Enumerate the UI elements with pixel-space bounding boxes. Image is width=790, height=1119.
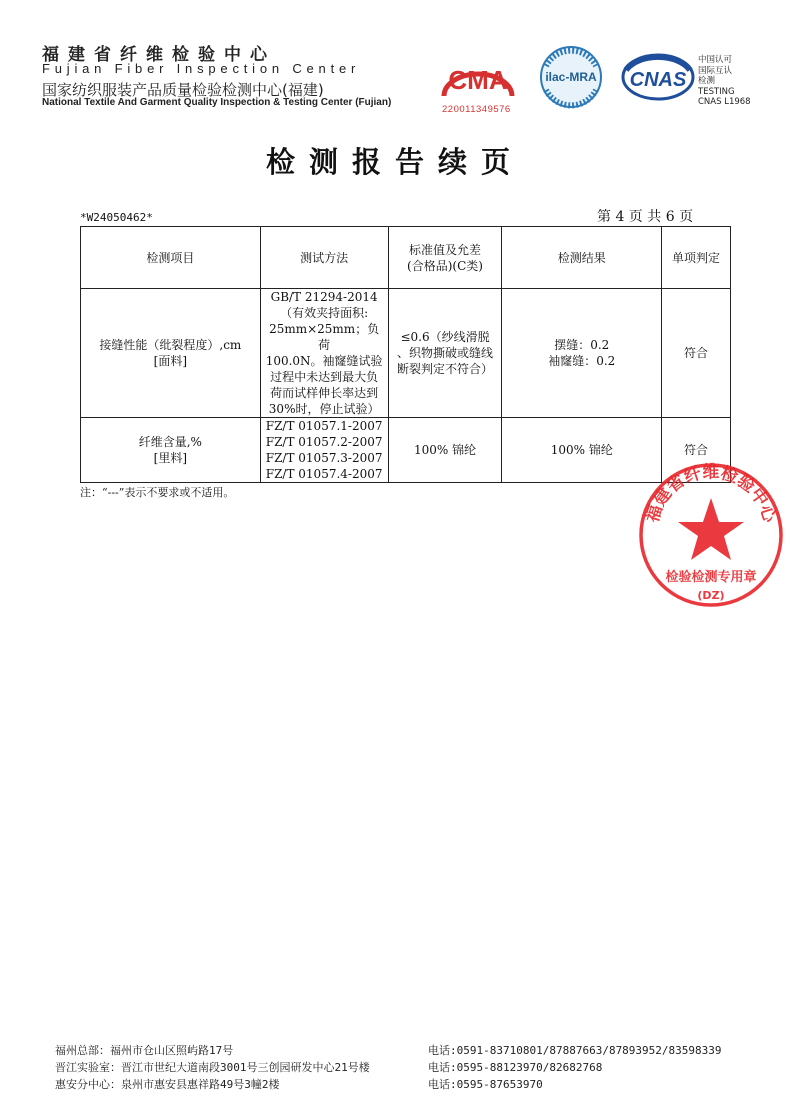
center-name-en: National Textile And Garment Quality Inspection & Testing Center (Fujian) [42, 97, 392, 108]
results-table [80, 226, 731, 483]
cell-standard: 100% 锦纶 [388, 418, 502, 483]
cnas-line: 中国认可 [698, 55, 733, 65]
cma-logo-text: CMA [448, 65, 508, 95]
cell-result: 100% 锦纶 [502, 418, 662, 483]
cell-standard: ≤0.6（纱线滑脱 、织物撕破或缝线 断裂判定不符合） [388, 289, 502, 418]
cell-verdict: 符合 [662, 418, 731, 483]
seal-center-text: 检验检测专用章 [665, 570, 757, 585]
page-indicator: 第 4 页 共 6 页 [597, 209, 694, 225]
center-name-cn: 国家纺织服装产品质量检验检测中心(福建) [42, 81, 324, 99]
report-number: *W24050462* [80, 211, 153, 224]
cell-item: 接缝性能（纰裂程度）,cm [面料] [81, 289, 261, 418]
header-verdict: 单项判定 [662, 227, 731, 289]
footer-address: 福州总部：福州市仓山区照屿路17号 [55, 1044, 234, 1057]
ilac-mra-logo [536, 44, 606, 110]
table-row [81, 418, 731, 483]
footer-address: 晋江实验室：晋江市世纪大道南段3001号三创园研发中心21号楼 [55, 1061, 370, 1074]
cnas-info [698, 55, 751, 108]
cell-verdict: 符合 [662, 289, 731, 418]
cell-item: 纤维含量,% [里料] [81, 418, 261, 483]
header-result: 检测结果 [502, 227, 662, 289]
header-standard: 标准值及允差 (合格品)(C类) [388, 227, 502, 289]
table-header-row [81, 227, 731, 289]
footer-phone: 电话:0595-87653970 [428, 1078, 543, 1091]
cma-number: 220011349576 [442, 104, 511, 115]
footer-phone: 电话:0591-83710801/87887663/87893952/83598339 [428, 1044, 722, 1057]
seal-ring-text: 福建省纤维检验中心 [642, 462, 780, 525]
cnas-line: CNAS L1968 [698, 97, 751, 107]
footer-phone: 电话:0595-88123970/82682768 [428, 1061, 603, 1074]
cnas-line: 检测 [698, 76, 716, 86]
ilac-logo-text: ilac-MRA [545, 70, 597, 84]
table-row [81, 289, 731, 418]
cell-method: FZ/T 01057.1-2007 FZ/T 01057.2-2007 FZ/T 01057.3-2007 FZ/T 01057.4-2007 [260, 418, 388, 483]
org-name-cn: 福建省纤维检验中心 [42, 45, 276, 65]
seal-star-icon [678, 498, 744, 560]
seal-code: (DZ) [697, 589, 725, 602]
official-seal [636, 460, 786, 610]
cnas-line: TESTING [698, 86, 735, 97]
cnas-logo-text: CNAS [629, 69, 687, 91]
cma-logo [436, 50, 520, 104]
cell-method: GB/T 21294-2014 （有效夹持面积: 25mm×25mm；负荷 100.0N。袖窿缝试验 过程中未达到最大负 荷而试样伸长率达到 30%时，停止试验） [260, 289, 388, 418]
cell-result: 摆缝：0.2 袖窿缝：0.2 [502, 289, 662, 418]
page-title: 检测报告续页 [265, 145, 524, 179]
table-note: 注：“---”表示不要求或不适用。 [80, 486, 235, 499]
header-item: 检测项目 [81, 227, 261, 289]
org-name-en: Fujian Fiber Inspection Center [42, 61, 361, 76]
cnas-logo [620, 52, 696, 102]
footer-address: 惠安分中心：泉州市惠安县惠祥路49号3幢2楼 [55, 1078, 280, 1091]
header-method: 测试方法 [260, 227, 388, 289]
cnas-line: 国际互认 [698, 65, 733, 76]
